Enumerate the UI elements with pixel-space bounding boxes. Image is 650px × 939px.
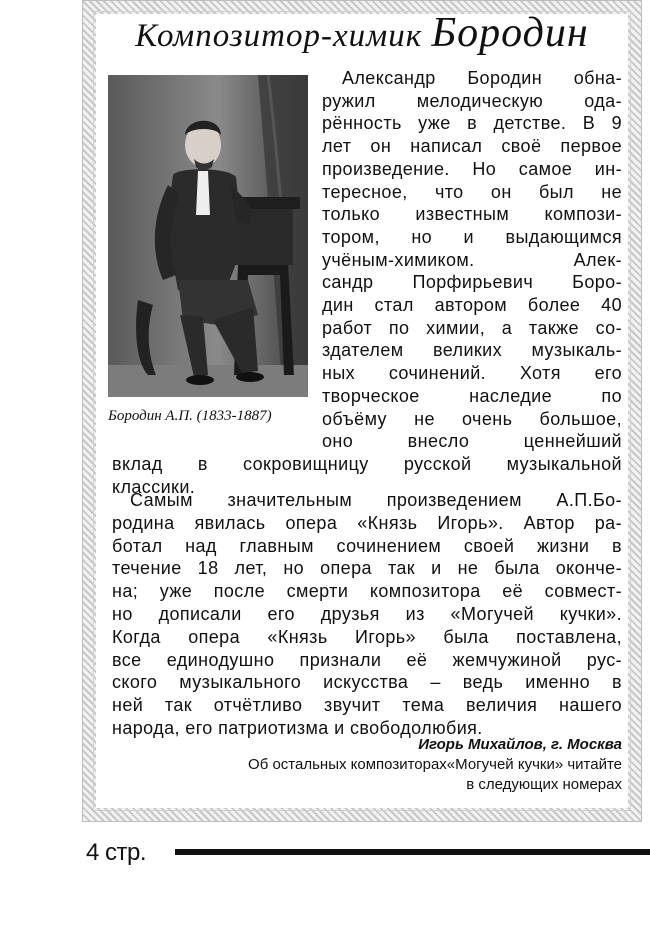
title-part-2: Бородин: [431, 10, 589, 56]
paragraph-1-line: только известным компози-: [322, 204, 622, 225]
footnote-line-1: Об остальных композиторах«Могучей кучки» читайте: [248, 756, 622, 773]
paragraph-1-line: лет он написал своё первое: [322, 136, 622, 157]
page-rule: [175, 849, 650, 855]
paragraph-2-line: ботал над главным сочинением своей жизни в: [112, 535, 622, 556]
paragraph-2-line: родина явилась опера «Князь Игорь». Автор ра-: [112, 512, 622, 533]
paragraph-1-line: сандр Порфирьевич Боро-: [322, 272, 622, 293]
paragraph-1-line: тересное, что он был не: [322, 181, 622, 202]
paragraph-2-line: народа, его патриотизма и свободолюбия.: [112, 718, 483, 738]
article-title: [96, 8, 628, 58]
paragraph-1-line: оно внесло ценнейший: [322, 431, 622, 452]
portrait-illustration: [108, 75, 308, 397]
paragraph-1-line: Александр Бородин обна-: [342, 68, 622, 88]
paragraph-2-line: Когда опера «Князь Игорь» была поставлена,: [112, 626, 622, 647]
footnote: [112, 755, 622, 795]
paragraph-1-line: произведение. Но самое ин-: [322, 158, 622, 179]
paragraph-2-line: но дописали его друзья из «Могучей кучки».: [112, 604, 622, 624]
paragraph-2-line: ского музыкального искусства – ведь именно в: [112, 672, 622, 693]
paragraph-2-line: течение 18 лет, но опера так и не была оконче-: [112, 558, 622, 579]
portrait-photo: [108, 75, 308, 397]
paragraph-2-line: ней так отчётливо звучит тема величия нашего: [112, 695, 622, 716]
paragraph-2-line: все единодушно признали её жемчужиной рус-: [112, 649, 622, 670]
paragraph-1-line: дин стал автором более 40: [322, 295, 622, 315]
paragraph-1-line: объёму не очень большое,: [322, 408, 622, 429]
paragraph-2-line: на; уже после смерти композитора её совмест-: [112, 581, 622, 602]
paragraph-1-line: ных сочинений. Хотя его: [322, 363, 622, 384]
paragraph-1-line: тором, но и выдающимся: [322, 226, 622, 247]
title-part-1: Композитор-химик: [135, 18, 432, 54]
paragraph-1-line: работ по химии, а также со-: [322, 317, 622, 338]
paragraph-1-line: здателем великих музыкаль-: [322, 340, 622, 361]
photo-caption: Бородин А.П. (1833-1887): [108, 408, 272, 424]
paragraph-1-line: классики.: [112, 477, 196, 498]
author-signature: Игорь Михайлов, г. Москва: [418, 736, 622, 753]
paragraph-1-line: творческое наследие по: [322, 385, 622, 406]
paragraph-1-line: вклад в сокровищницу русской музыкальной: [112, 454, 622, 475]
paragraph-2-line: Самым значительным произведением А.П.Бо-: [130, 490, 622, 510]
paragraph-1-line: ружил мелодическую ода-: [322, 90, 622, 111]
footnote-line-2: в следующих номерах: [466, 776, 622, 793]
paragraph-1-line: рённость уже в детстве. В 9: [322, 113, 622, 134]
page-number: 4 стр.: [86, 839, 147, 866]
paragraph-1-line: учёным-химиком. Алек-: [322, 249, 622, 270]
